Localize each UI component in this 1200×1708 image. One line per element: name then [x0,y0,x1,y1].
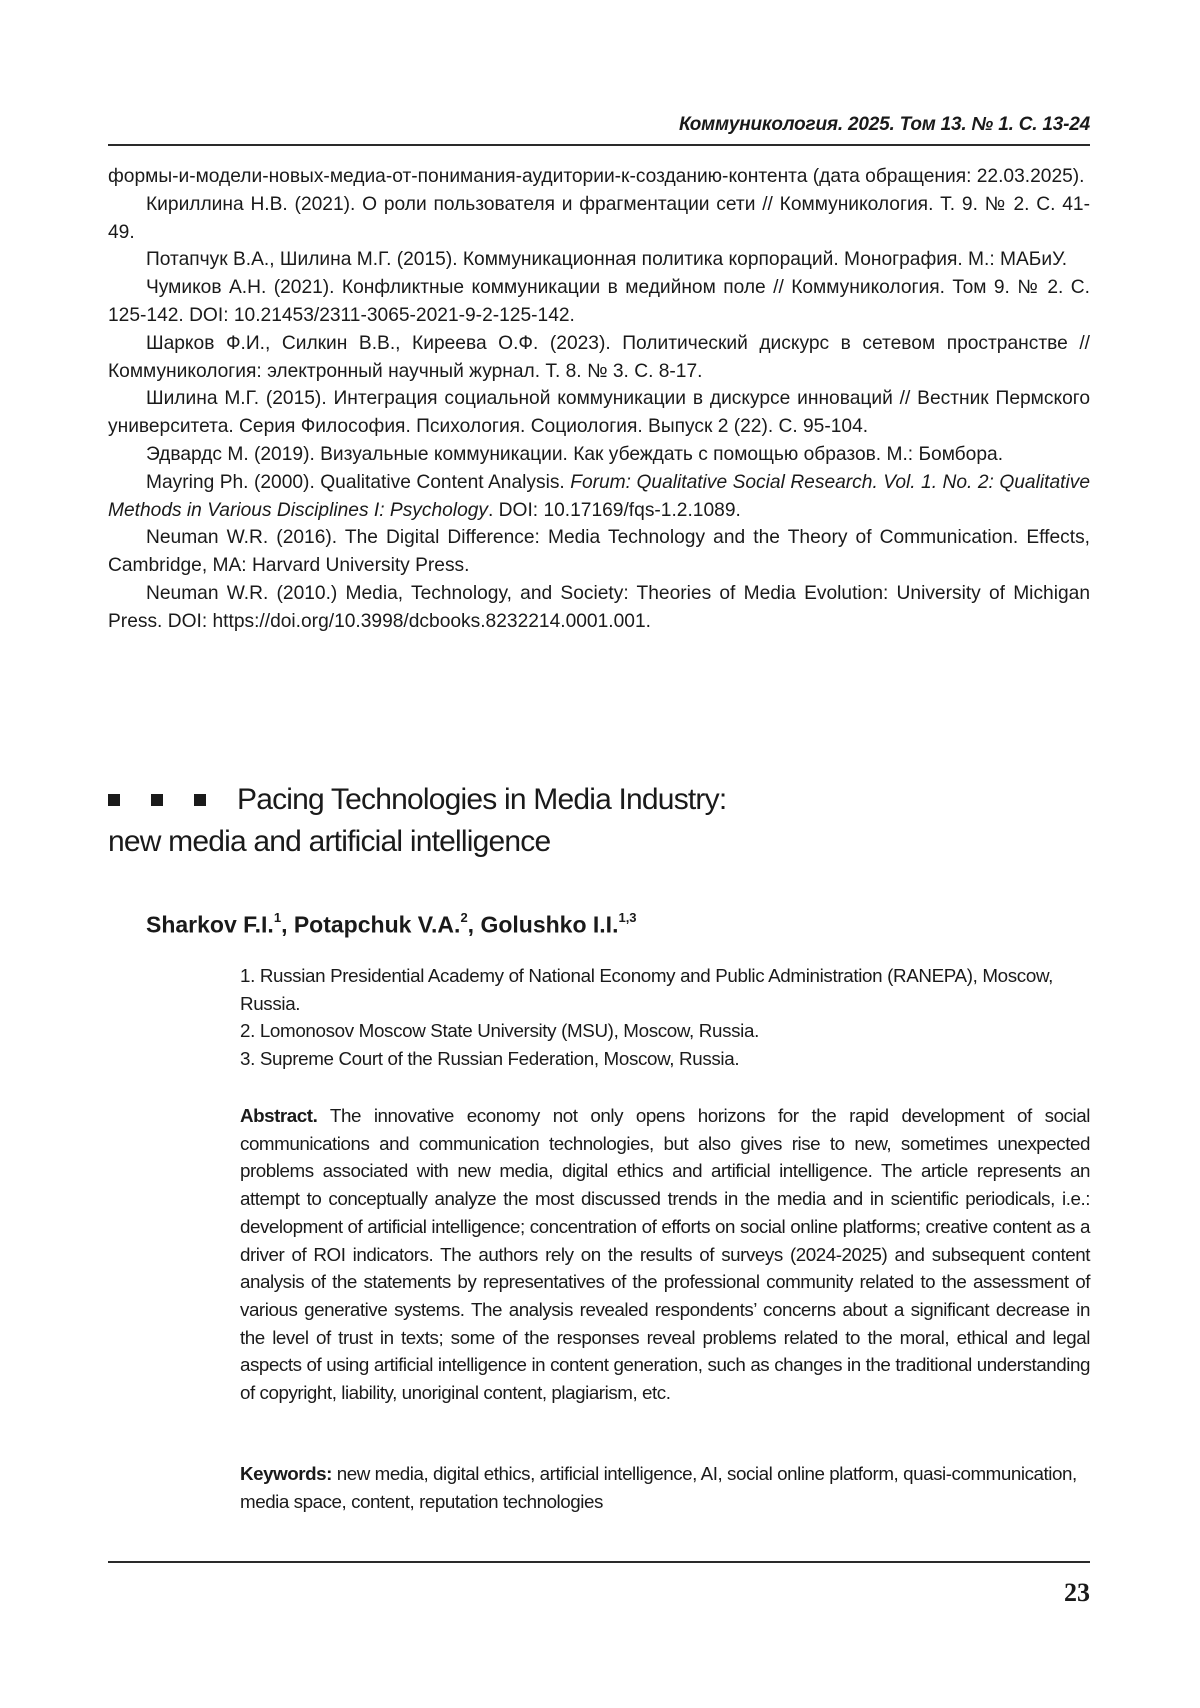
reference-item: Шарков Ф.И., Силкин В.В., Киреева О.Ф. (2023). Политический дискурс в сетевом пространстве // Коммуникология: электронный научный журнал. Т. 8. № 3. С. 8-17. [108,332,1090,382]
keywords [240,1460,1090,1515]
author-affiliation-mark: 1 [273,910,282,925]
abstract-text: The innovative economy not only opens horizons for the rapid development of social communications and communication technologies, but also gives rise to new, sometimes unexpected problems associated with new media, digital ethics and artificial intelligence. The article represents an attempt to conceptually analyze the most discussed trends in the media and in scientific periodicals, i.e.: development of artificial intelligence; concentration of efforts on social online platforms; creative content as a driver of ROI indicators. The authors rely on the results of surveys (2024-2025) and subsequent content analysis of the statements by representatives of the professional community related to the assessment of various generative systems. The analysis revealed respondents’ concerns about a significant decrease in the level of trust in texts; some of the responses reveal problems related to the moral, ethical and legal aspects of using artificial intelligence in content generation, such as changes in the traditional understanding of copyright, liability, unoriginal content, plagiarism, etc. [240,1105,1090,1404]
reference-item: Эдвардс М. (2019). Визуальные коммуникации. Как убеждать с помощью образов. М.: Бомбора. [146,443,1004,465]
reference-item [108,469,1090,525]
affiliation-item: 3. Supreme Court of the Russian Federation, Moscow, Russia. [240,1047,740,1069]
affiliation-item: 2. Lomonosov Moscow State University (MSU), Moscow, Russia. [240,1020,759,1041]
reference-italic-text: Forum: Qualitative Social Research. Vol. 1. No. 2: Qualitative Methods in Various Disciplines I: Psychology [108,471,1090,521]
reference-list [108,163,1090,636]
keywords-label: Keywords: [240,1463,332,1484]
author-list: Sharkov F.I.$^1$, Potapchuk V.A.$^2$, Golushko I.I.$^{1,3}$ [146,910,637,938]
affiliation-item: 1. Russian Presidential Academy of National Economy and Public Administration (RANEPA), Moscow, Russia. [240,965,1053,1014]
reference-item: Neuman W.R. (2016). The Digital Difference: Media Technology and the Theory of Communication. Effects, Cambridge, MA: Harvard University Press. [108,527,1090,577]
affiliation-list [240,962,1090,1072]
square-bullet-icon [151,794,163,806]
square-bullet-icon [194,794,206,806]
running-header: Коммуникология. 2025. Том 13. № 1. С. 13-24 [678,114,1090,135]
abstract [240,1102,1090,1407]
article-title [108,779,1090,863]
author-name: Sharkov F.I. [146,911,274,938]
author-name: Potapchuk V.A. [293,911,461,938]
reference-item: Neuman W.R. (2010.) Media, Technology, and Society: Theories of Media Evolution: University of Michigan Press. DOI: https://doi.org/10.3998/dcbooks.8232214.0001.001. [108,582,1090,632]
reference-item: Шилина М.Г. (2015). Интеграция социальной коммуникации в дискурсе инноваций // Вестник Пермского университета. Серия Философия. Психология. Социология. Выпуск 2 (22). С. 95-104. [108,388,1090,438]
abstract-label: Abstract. [240,1105,318,1126]
reference-item: Потапчук В.А., Шилина М.Г. (2015). Коммуникационная политика корпораций. Монография. М.: МАБиУ. [146,249,1068,271]
footer-rule [108,1561,1090,1563]
reference-item: Кириллина Н.В. (2021). О роли пользователя и фрагментации сети // Коммуникология. Т. 9. № 2. С. 41-49. [108,193,1090,243]
reference-text: Mayring Ph. (2000). Qualitative Content Analysis. [146,471,571,493]
reference-item: Чумиков А.Н. (2021). Конфликтные коммуникации в медийном поле // Коммуникология. Том 9. № 2. С. 125-142. DOI: 10.21453/2311-3065-2021-9-2-125-142. [108,277,1090,326]
author-name: Golushko I.I. [480,911,619,938]
title-line-2: new media and artificial intelligence [108,825,551,858]
square-bullet-icon [108,794,120,806]
header-rule [108,144,1090,146]
reference-doi: . DOI: 10.17169/fqs-1.2.1089. [488,499,741,521]
reference-item: формы-и-модели-новых-медиа-от-понимания-аудитории-к-созданию-контента (дата обращения: 22.03.2025). [108,166,1085,187]
title-line-1: Pacing Technologies in Media Industry: [237,783,727,816]
author-affiliation-mark: 2 [460,910,468,925]
author-affiliation-mark: 1,3 [618,910,637,925]
keywords-text: new media, digital ethics, artificial intelligence, AI, social online platform, quasi-communication, media space, content, reputation technologies [240,1463,1077,1512]
page-number: 23 [1064,1578,1090,1607]
